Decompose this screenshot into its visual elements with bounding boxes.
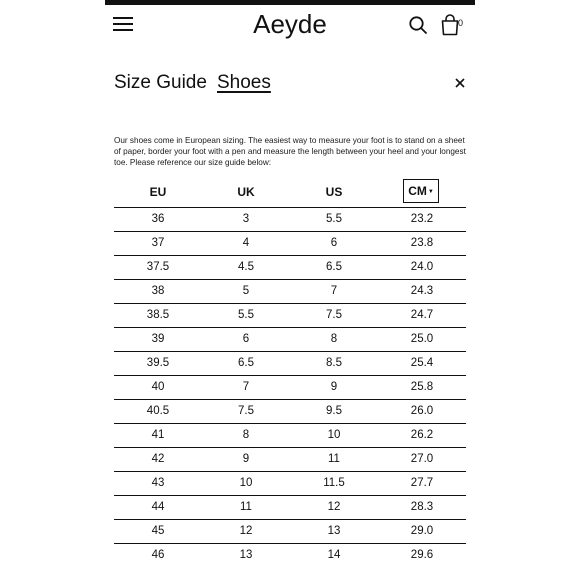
brand-logo: Aeyde bbox=[253, 9, 327, 39]
cart-count: 0 bbox=[458, 18, 464, 28]
table-cell-eu: 40 bbox=[151, 381, 165, 393]
table-cell-uk: 3 bbox=[242, 213, 250, 225]
table-cell-eu: 44 bbox=[151, 501, 165, 513]
table-cell-cm: 24.3 bbox=[410, 285, 434, 297]
table-cell-eu: 42 bbox=[151, 453, 165, 465]
table-cell-us: 10 bbox=[327, 429, 341, 441]
table-cell-cm: 25.4 bbox=[410, 357, 434, 369]
table-cell-uk: 7 bbox=[242, 381, 250, 393]
table-row bbox=[114, 207, 466, 231]
close-icon[interactable] bbox=[453, 76, 467, 90]
hamburger-menu-icon[interactable] bbox=[113, 16, 135, 32]
table-cell-eu: 36 bbox=[151, 213, 165, 225]
table-cell-uk: 9 bbox=[242, 453, 250, 465]
table-cell-cm: 24.7 bbox=[410, 309, 434, 321]
table-cell-cm: 26.2 bbox=[410, 429, 434, 441]
site-header bbox=[105, 5, 475, 49]
table-cell-eu: 38.5 bbox=[146, 309, 170, 321]
table-cell-cm: 27.7 bbox=[410, 477, 434, 489]
table-cell-cm: 28.3 bbox=[410, 501, 434, 513]
table-cell-uk: 6.5 bbox=[238, 357, 254, 369]
table-cell-cm: 29.6 bbox=[410, 549, 434, 561]
table-cell-eu: 45 bbox=[151, 525, 165, 537]
table-cell-eu: 41 bbox=[151, 429, 165, 441]
tab-shoes[interactable]: Shoes bbox=[217, 72, 271, 93]
table-cell-eu: 39.5 bbox=[146, 357, 170, 369]
table-cell-uk: 4 bbox=[242, 237, 250, 249]
table-cell-cm: 26.0 bbox=[410, 405, 434, 417]
table-cell-uk: 11 bbox=[240, 501, 252, 513]
size-table-header bbox=[114, 178, 466, 208]
page bbox=[105, 0, 475, 580]
caret-down-icon: ▼ bbox=[427, 189, 434, 195]
table-cell-cm: 29.0 bbox=[410, 525, 434, 537]
table-cell-eu: 46 bbox=[151, 549, 165, 561]
table-cell-uk: 8 bbox=[242, 429, 250, 441]
table-cell-eu: 37.5 bbox=[146, 261, 170, 273]
table-row bbox=[114, 495, 466, 519]
table-cell-cm: 25.8 bbox=[410, 381, 434, 393]
table-row bbox=[114, 303, 466, 327]
table-cell-cm: 23.8 bbox=[410, 237, 434, 249]
table-row bbox=[114, 471, 466, 495]
table-cell-us: 9 bbox=[330, 381, 338, 393]
unit-select-value: CM bbox=[408, 184, 427, 198]
search-icon[interactable] bbox=[408, 15, 428, 35]
table-cell-uk: 10 bbox=[239, 477, 253, 489]
page-title: Size Guide bbox=[114, 72, 207, 93]
table-cell-us: 11 bbox=[328, 453, 340, 465]
table-cell-uk: 7.5 bbox=[238, 405, 254, 417]
table-row bbox=[114, 351, 466, 375]
table-row bbox=[114, 399, 466, 423]
table-cell-cm: 25.0 bbox=[410, 333, 434, 345]
table-cell-us: 8 bbox=[330, 333, 338, 345]
table-row bbox=[114, 255, 466, 279]
table-cell-us: 11.5 bbox=[323, 477, 345, 489]
table-cell-eu: 37 bbox=[151, 237, 165, 249]
unit-select[interactable] bbox=[403, 179, 439, 203]
table-cell-uk: 5.5 bbox=[238, 309, 254, 321]
table-cell-cm: 24.0 bbox=[410, 261, 434, 273]
table-cell-us: 12 bbox=[327, 501, 341, 513]
size-guide-header bbox=[114, 72, 469, 98]
table-cell-eu: 43 bbox=[151, 477, 165, 489]
table-cell-eu: 38 bbox=[151, 285, 165, 297]
table-row bbox=[114, 423, 466, 447]
table-row bbox=[114, 375, 466, 399]
table-row bbox=[114, 519, 466, 543]
table-cell-eu: 39 bbox=[151, 333, 165, 345]
table-cell-uk: 5 bbox=[242, 285, 250, 297]
table-row bbox=[114, 327, 466, 351]
table-cell-us: 13 bbox=[327, 525, 341, 537]
table-cell-eu: 40.5 bbox=[146, 405, 170, 417]
table-cell-us: 5.5 bbox=[326, 213, 342, 225]
size-table-body bbox=[114, 207, 466, 567]
table-row bbox=[114, 231, 466, 255]
table-row bbox=[114, 279, 466, 303]
table-cell-cm: 27.0 bbox=[410, 453, 434, 465]
table-row bbox=[114, 543, 466, 567]
column-header-us: US bbox=[325, 185, 343, 199]
table-cell-uk: 4.5 bbox=[238, 261, 254, 273]
table-cell-uk: 13 bbox=[239, 549, 253, 561]
table-cell-uk: 6 bbox=[242, 333, 250, 345]
table-cell-us: 7.5 bbox=[326, 309, 342, 321]
table-row bbox=[114, 447, 466, 471]
size-guide-intro: Our shoes come in European sizing. The easiest way to measure your foot is to stand on a sheet of paper, border your foot with a pen and measure the length between your heel and your longest toe. Please reference our size guide below: bbox=[114, 136, 466, 167]
table-cell-us: 6 bbox=[330, 237, 338, 249]
table-cell-uk: 12 bbox=[239, 525, 253, 537]
shopping-bag-icon[interactable] bbox=[440, 14, 460, 36]
column-header-uk: UK bbox=[237, 185, 255, 199]
table-cell-us: 9.5 bbox=[326, 405, 342, 417]
table-cell-us: 14 bbox=[327, 549, 341, 561]
table-cell-us: 6.5 bbox=[326, 261, 342, 273]
table-cell-us: 8.5 bbox=[326, 357, 342, 369]
table-cell-cm: 23.2 bbox=[410, 213, 434, 225]
table-cell-us: 7 bbox=[330, 285, 338, 297]
column-header-eu: EU bbox=[149, 185, 167, 199]
